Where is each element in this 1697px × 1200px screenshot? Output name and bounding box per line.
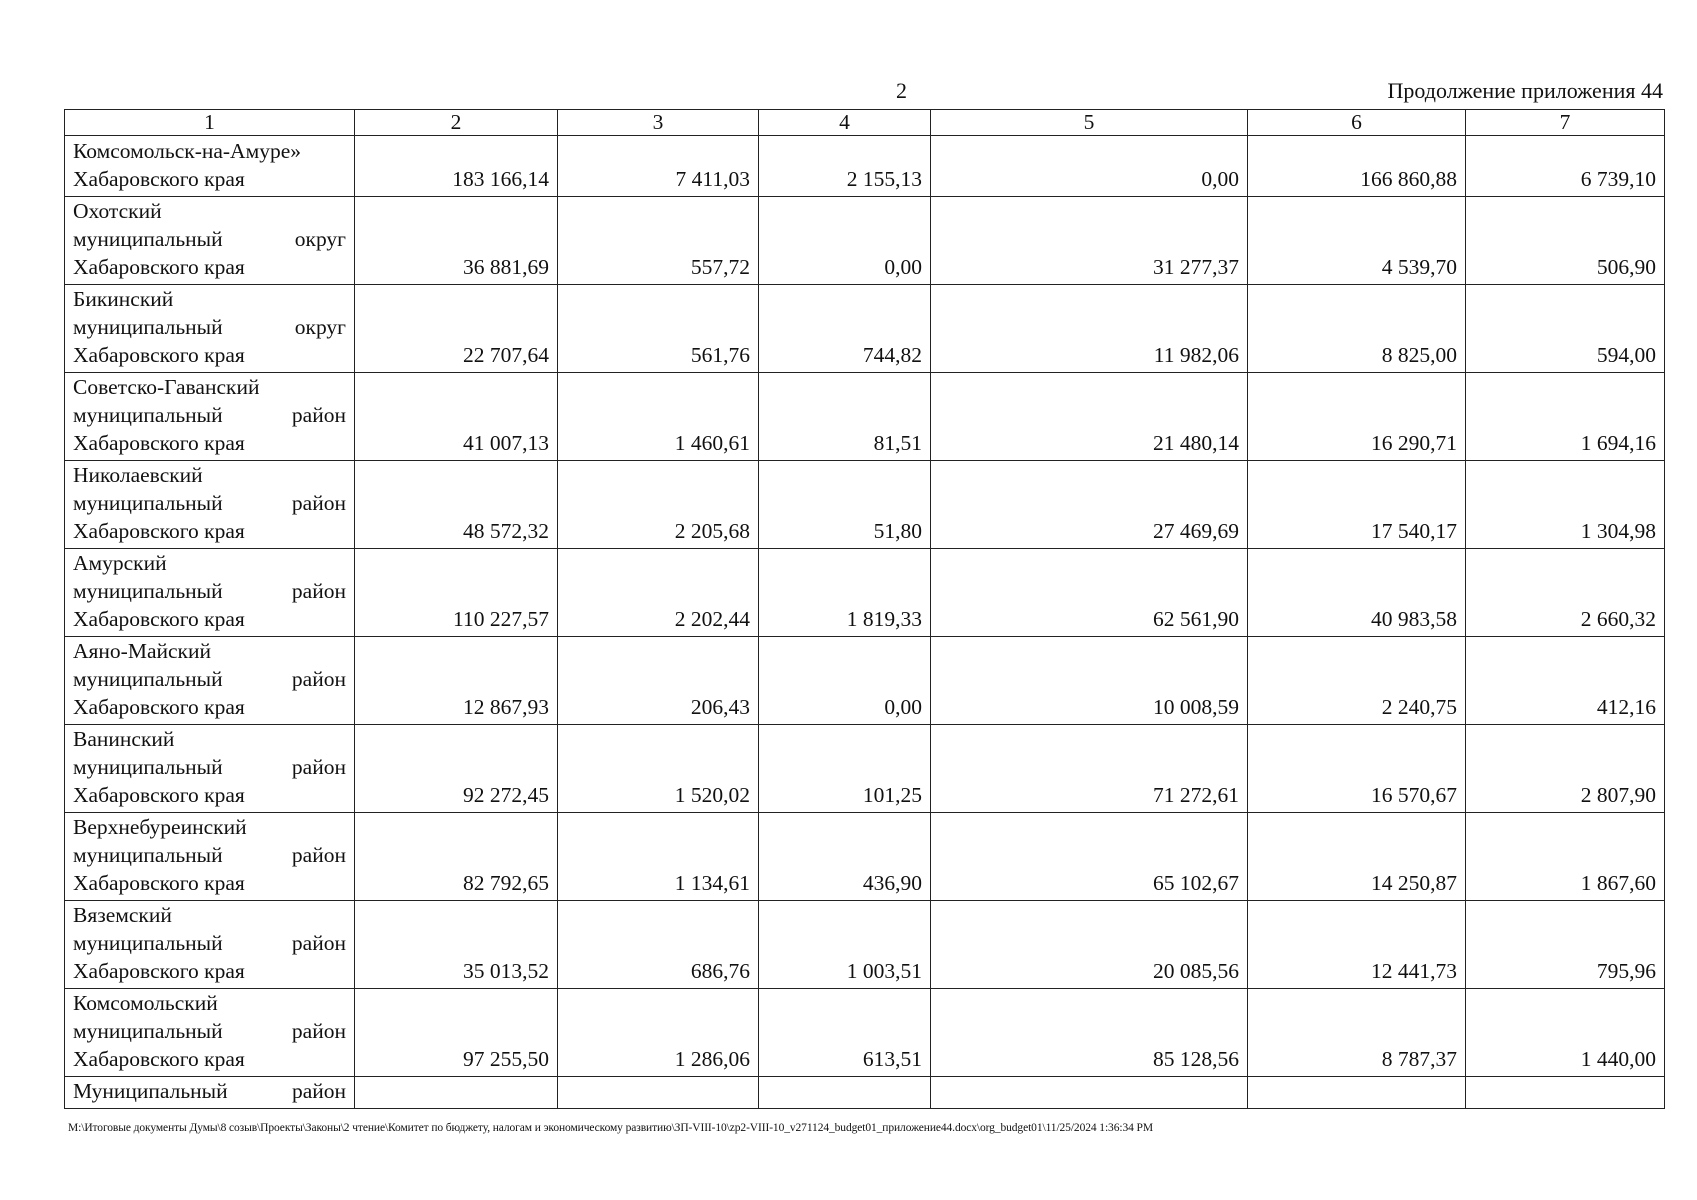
table-row — [65, 285, 1665, 373]
column-number-1: 1 — [65, 110, 355, 136]
table-row — [65, 549, 1665, 637]
value-cell-col-2: 183 166,14 — [355, 136, 558, 197]
value-cell-col-6: 4 539,70 — [1248, 197, 1466, 285]
table-row — [65, 136, 1665, 197]
value-cell-col-4: 1 003,51 — [759, 901, 931, 989]
value-cell-col-4: 51,80 — [759, 461, 931, 549]
municipality-name-line: Хабаровского края — [73, 431, 245, 455]
table-row — [65, 725, 1665, 813]
table-row — [65, 637, 1665, 725]
value-cell-col-6: 2 240,75 — [1248, 637, 1466, 725]
municipality-name-cell — [65, 285, 355, 373]
value-cell-col-4: 613,51 — [759, 989, 931, 1077]
municipality-name-line: Аяно-Майский — [73, 639, 211, 663]
value-cell-col-7: 1 867,60 — [1466, 813, 1665, 901]
value-cell-col-2: 92 272,45 — [355, 725, 558, 813]
municipality-name-cell — [65, 725, 355, 813]
table-row — [65, 901, 1665, 989]
value-cell-col-6: 166 860,88 — [1248, 136, 1466, 197]
column-number-3: 3 — [558, 110, 759, 136]
value-cell-col-6: 8 787,37 — [1248, 989, 1466, 1077]
municipality-name-line: муниципальный район — [73, 1019, 346, 1043]
value-cell-col-6: 16 570,67 — [1248, 725, 1466, 813]
value-cell-col-6: 16 290,71 — [1248, 373, 1466, 461]
file-path-footer: M:\Итоговые документы Думы\8 созыв\Проекты\Законы\2 чтение\Комитет по бюджету, налогам и экономическому развитию\ЗП-VIII-10\zp2-VIII-10_v271124_budget01_приложение44.docx\org_budget01\11/25/2024 1:36:34 PM — [68, 1122, 1153, 1134]
value-cell-col-6: 14 250,87 — [1248, 813, 1466, 901]
municipality-name-line: Комсомольский — [73, 991, 218, 1015]
value-cell-col-2: 41 007,13 — [355, 373, 558, 461]
municipality-name-cell — [65, 1077, 355, 1109]
value-cell-col-4: 101,25 — [759, 725, 931, 813]
table-row — [65, 197, 1665, 285]
value-cell-col-3: 2 205,68 — [558, 461, 759, 549]
value-cell-col-2: 48 572,32 — [355, 461, 558, 549]
table-header-row — [65, 110, 1665, 136]
column-number-6: 6 — [1248, 110, 1466, 136]
municipality-name-cell — [65, 197, 355, 285]
municipality-name-line: Бикинский — [73, 287, 174, 311]
column-number-2: 2 — [355, 110, 558, 136]
municipality-name-line: Комсомольск-на-Амуре» — [73, 139, 301, 163]
value-cell-col-4: 0,00 — [759, 197, 931, 285]
municipality-name-line: Хабаровского края — [73, 959, 245, 983]
value-cell-col-3: 561,76 — [558, 285, 759, 373]
value-cell-col-3: 206,43 — [558, 637, 759, 725]
value-cell-col-3 — [558, 1077, 759, 1109]
municipality-name-line: Хабаровского края — [73, 519, 245, 543]
municipality-name-line: муниципальный район — [73, 491, 346, 515]
municipality-name-line: Охотский — [73, 199, 162, 223]
value-cell-col-7: 1 694,16 — [1466, 373, 1665, 461]
value-cell-col-6: 17 540,17 — [1248, 461, 1466, 549]
value-cell-col-6: 8 825,00 — [1248, 285, 1466, 373]
value-cell-col-5: 11 982,06 — [931, 285, 1248, 373]
municipality-name-line: Хабаровского края — [73, 607, 245, 631]
value-cell-col-2: 22 707,64 — [355, 285, 558, 373]
value-cell-col-5: 21 480,14 — [931, 373, 1248, 461]
municipality-name-line: Муниципальный район — [73, 1079, 346, 1103]
municipality-name-line: муниципальный район — [73, 843, 346, 867]
value-cell-col-2: 36 881,69 — [355, 197, 558, 285]
value-cell-col-5: 65 102,67 — [931, 813, 1248, 901]
municipality-name-line: муниципальный район — [73, 579, 346, 603]
municipality-name-cell — [65, 373, 355, 461]
municipality-name-cell — [65, 136, 355, 197]
value-cell-col-4: 1 819,33 — [759, 549, 931, 637]
value-cell-col-4 — [759, 1077, 931, 1109]
municipality-name-line: муниципальный район — [73, 931, 346, 955]
value-cell-col-3: 557,72 — [558, 197, 759, 285]
value-cell-col-7: 1 304,98 — [1466, 461, 1665, 549]
municipality-name-line: муниципальный район — [73, 403, 346, 427]
municipality-name-line: Амурский — [73, 551, 167, 575]
value-cell-col-4: 81,51 — [759, 373, 931, 461]
municipality-name-cell — [65, 813, 355, 901]
value-cell-col-4: 744,82 — [759, 285, 931, 373]
municipality-name-cell — [65, 637, 355, 725]
value-cell-col-5: 71 272,61 — [931, 725, 1248, 813]
column-number-7: 7 — [1466, 110, 1665, 136]
value-cell-col-7 — [1466, 1077, 1665, 1109]
municipality-name-line: Советско-Гаванский — [73, 375, 260, 399]
value-cell-col-2: 82 792,65 — [355, 813, 558, 901]
municipality-name-line: муниципальный округ — [73, 227, 346, 251]
value-cell-col-2: 97 255,50 — [355, 989, 558, 1077]
municipality-name-cell — [65, 461, 355, 549]
value-cell-col-6: 12 441,73 — [1248, 901, 1466, 989]
municipality-name-line: Николаевский — [73, 463, 203, 487]
municipality-name-line: Хабаровского края — [73, 1047, 245, 1071]
table-row — [65, 989, 1665, 1077]
value-cell-col-4: 2 155,13 — [759, 136, 931, 197]
value-cell-col-5: 85 128,56 — [931, 989, 1248, 1077]
table-row — [65, 813, 1665, 901]
value-cell-col-2 — [355, 1077, 558, 1109]
value-cell-col-7: 412,16 — [1466, 637, 1665, 725]
value-cell-col-3: 1 286,06 — [558, 989, 759, 1077]
value-cell-col-3: 1 134,61 — [558, 813, 759, 901]
column-number-5: 5 — [931, 110, 1248, 136]
municipality-name-cell — [65, 549, 355, 637]
value-cell-col-7: 795,96 — [1466, 901, 1665, 989]
column-number-4: 4 — [759, 110, 931, 136]
municipality-name-cell — [65, 989, 355, 1077]
table-row — [65, 1077, 1665, 1109]
value-cell-col-5: 20 085,56 — [931, 901, 1248, 989]
value-cell-col-7: 594,00 — [1466, 285, 1665, 373]
value-cell-col-3: 7 411,03 — [558, 136, 759, 197]
municipality-name-line: Хабаровского края — [73, 343, 245, 367]
value-cell-col-3: 1 520,02 — [558, 725, 759, 813]
continuation-label: Продолжение приложения 44 — [1387, 78, 1663, 103]
value-cell-col-3: 686,76 — [558, 901, 759, 989]
value-cell-col-7: 6 739,10 — [1466, 136, 1665, 197]
value-cell-col-5: 0,00 — [931, 136, 1248, 197]
value-cell-col-5: 62 561,90 — [931, 549, 1248, 637]
municipality-name-line: муниципальный район — [73, 755, 346, 779]
value-cell-col-7: 1 440,00 — [1466, 989, 1665, 1077]
value-cell-col-2: 12 867,93 — [355, 637, 558, 725]
value-cell-col-5: 10 008,59 — [931, 637, 1248, 725]
value-cell-col-4: 0,00 — [759, 637, 931, 725]
municipality-name-line: Ванинский — [73, 727, 175, 751]
value-cell-col-3: 1 460,61 — [558, 373, 759, 461]
budget-table — [64, 109, 1665, 1109]
value-cell-col-7: 2 660,32 — [1466, 549, 1665, 637]
value-cell-col-5: 27 469,69 — [931, 461, 1248, 549]
municipality-name-line: Хабаровского края — [73, 167, 245, 191]
municipality-name-line: Вяземский — [73, 903, 172, 927]
value-cell-col-6 — [1248, 1077, 1466, 1109]
table-row — [65, 373, 1665, 461]
value-cell-col-3: 2 202,44 — [558, 549, 759, 637]
value-cell-col-5 — [931, 1077, 1248, 1109]
table-row — [65, 461, 1665, 549]
municipality-name-line: муниципальный район — [73, 667, 346, 691]
value-cell-col-6: 40 983,58 — [1248, 549, 1466, 637]
value-cell-col-2: 110 227,57 — [355, 549, 558, 637]
municipality-name-line: Верхнебуреинский — [73, 815, 247, 839]
municipality-name-line: Хабаровского края — [73, 871, 245, 895]
value-cell-col-5: 31 277,37 — [931, 197, 1248, 285]
municipality-name-line: Хабаровского края — [73, 695, 245, 719]
municipality-name-line: Хабаровского края — [73, 255, 245, 279]
municipality-name-cell — [65, 901, 355, 989]
municipality-name-line: Хабаровского края — [73, 783, 245, 807]
page-number: 2 — [896, 78, 907, 103]
municipality-name-line: муниципальный округ — [73, 315, 346, 339]
value-cell-col-2: 35 013,52 — [355, 901, 558, 989]
value-cell-col-7: 506,90 — [1466, 197, 1665, 285]
value-cell-col-4: 436,90 — [759, 813, 931, 901]
value-cell-col-7: 2 807,90 — [1466, 725, 1665, 813]
